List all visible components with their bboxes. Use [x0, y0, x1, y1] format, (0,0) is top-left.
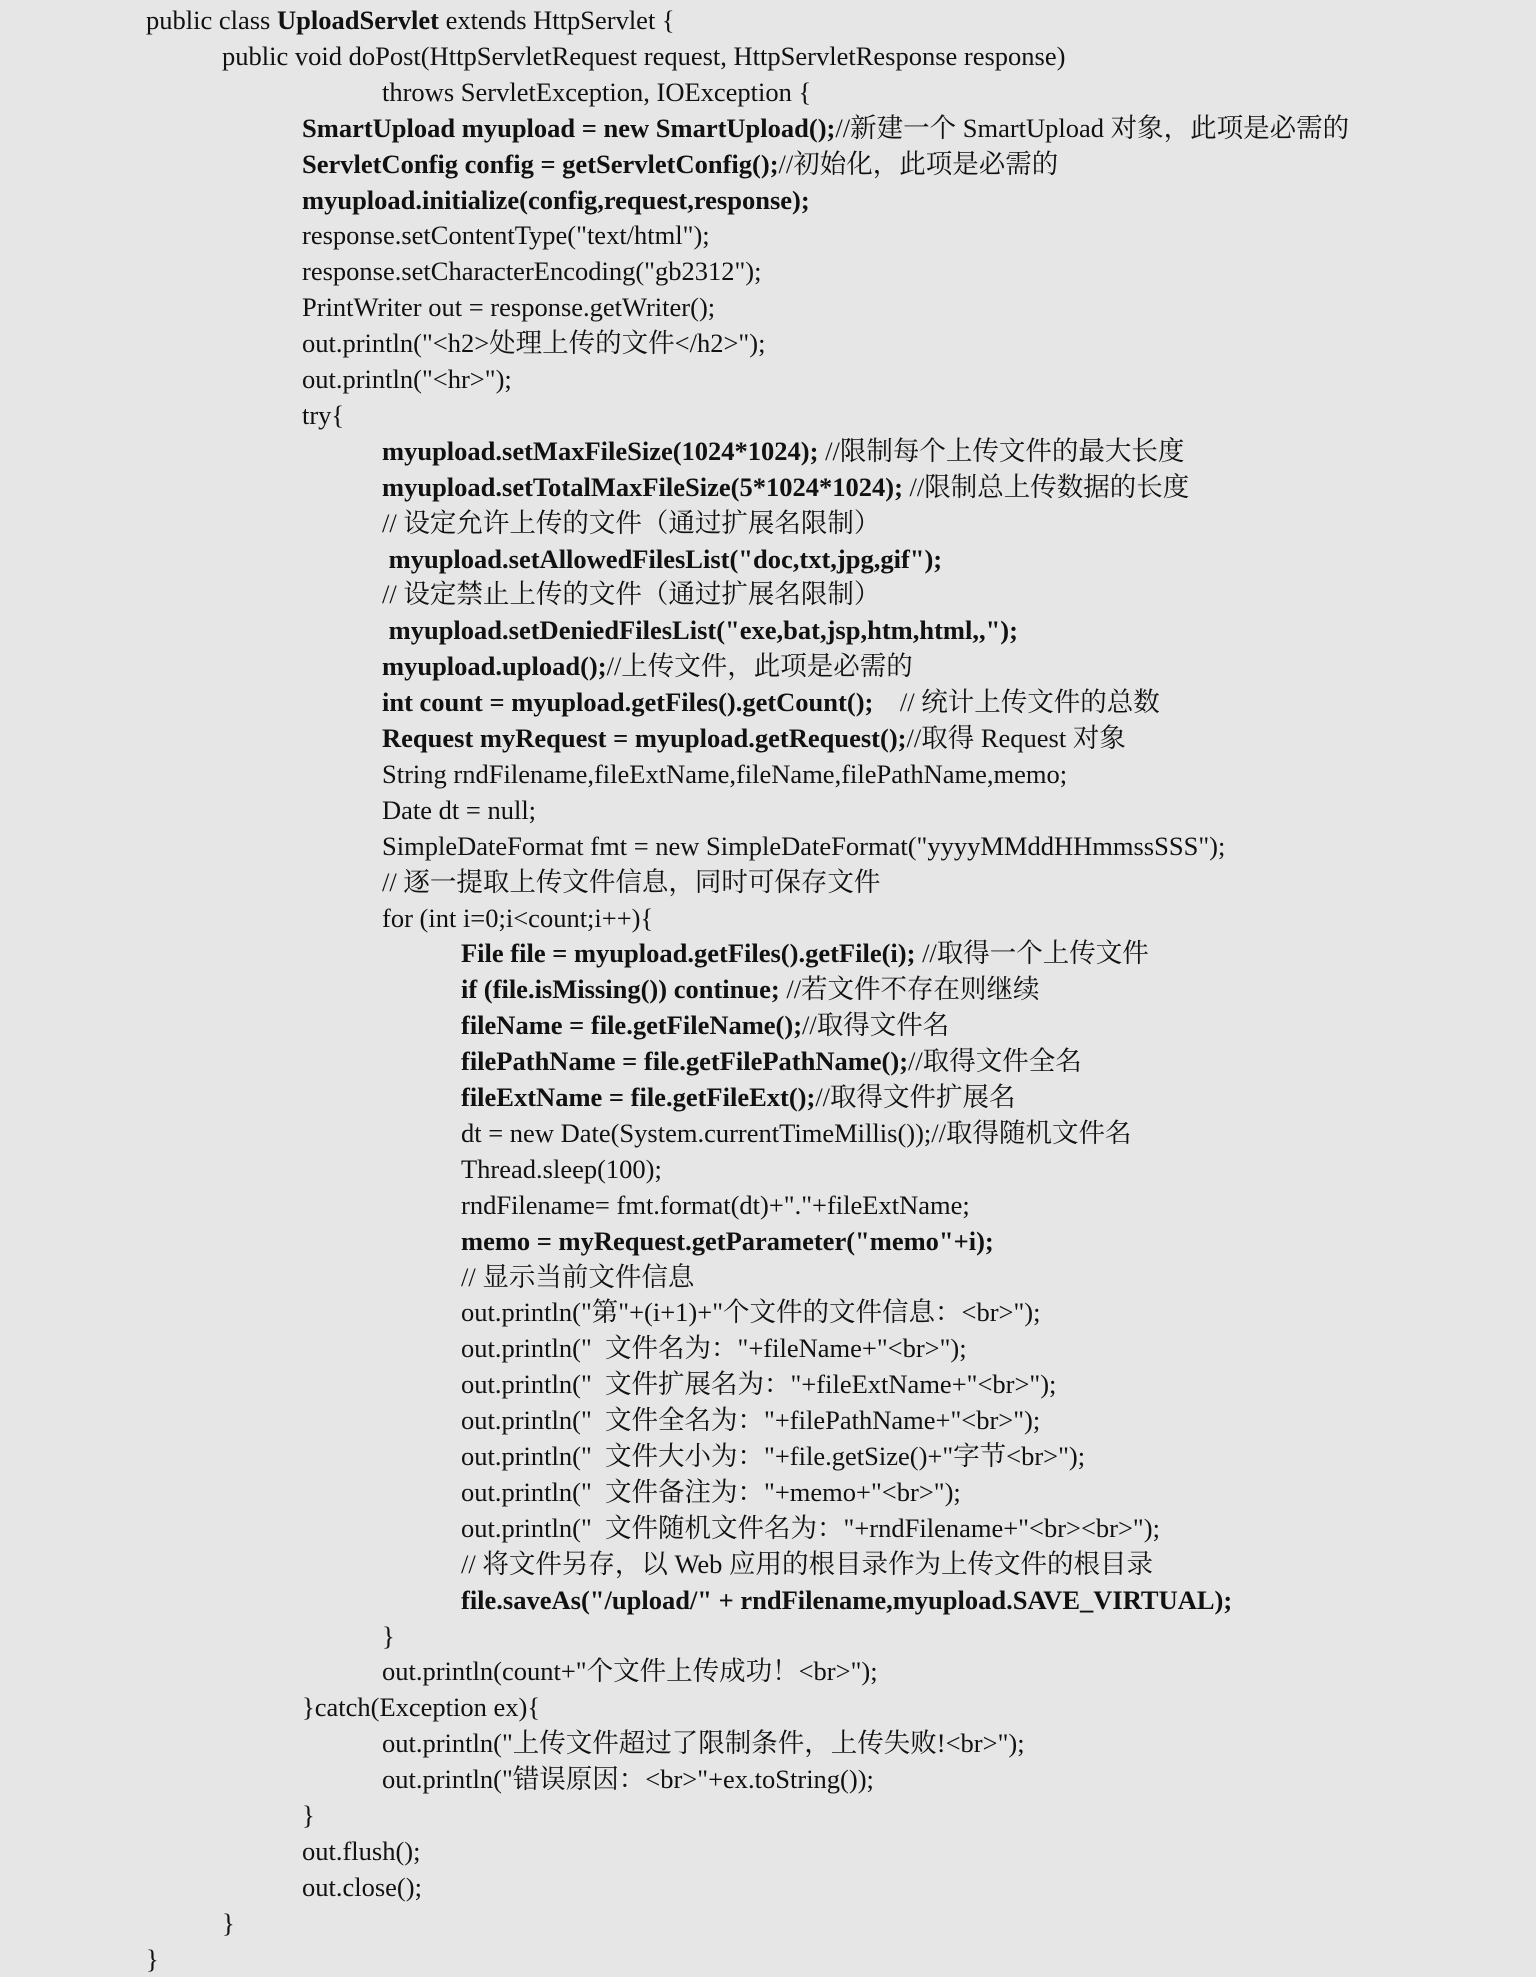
code-line [461, 1366, 1056, 1402]
code-line [461, 1582, 1232, 1618]
code-line [302, 1689, 540, 1725]
code-line [382, 469, 1189, 505]
code-bold-segment: myupload.initialize(config,request,response); [302, 184, 810, 215]
code-segment: out.println("第"+(i+1)+"个文件的文件信息：<br>"); [461, 1297, 1041, 1328]
code-segment: for (int i=0;i<count;i++){ [382, 902, 654, 933]
code-bold-segment: if (file.isMissing()) continue; [461, 974, 780, 1005]
code-segment: out.println(" 文件名为："+fileName+"<br>"); [461, 1333, 967, 1364]
code-line [302, 361, 512, 397]
code-line [302, 1869, 422, 1905]
code-segment: //取得文件扩展名 [815, 1082, 1016, 1112]
code-segment: //取得文件名 [802, 1010, 950, 1041]
code-line [461, 1115, 1132, 1151]
code-bold-segment: myupload.upload(); [382, 651, 607, 682]
code-segment: PrintWriter out = response.getWriter(); [302, 292, 716, 323]
code-line [222, 38, 1065, 74]
code-segment: } [302, 1800, 315, 1830]
code-line [461, 1151, 662, 1187]
code-segment: public class [146, 5, 277, 35]
code-bold-segment: myupload.setTotalMaxFileSize(5*1024*1024); [382, 471, 903, 502]
code-segment: out.println(" 文件备注为："+memo+"<br>"); [461, 1476, 961, 1507]
code-line [382, 1761, 874, 1797]
code-line [461, 1294, 1041, 1330]
code-line [302, 253, 761, 289]
code-segment: out.println(" 文件大小为："+file.getSize()+"字节<br>"); [461, 1441, 1086, 1471]
code-segment: // 将文件另存，以 Web 应用的根目录作为上传文件的根目录 [461, 1548, 1154, 1579]
code-segment: }catch(Exception ex){ [302, 1692, 541, 1723]
code-bold-segment: SmartUpload myupload = new SmartUpload(); [302, 112, 836, 143]
code-bold-segment: Request myRequest = myupload.getRequest(); [382, 723, 907, 753]
code-line [302, 289, 715, 325]
code-line [382, 720, 1126, 756]
code-line [382, 74, 811, 110]
code-line [461, 1474, 961, 1510]
code-segment: //取得一个上传文件 [915, 938, 1149, 969]
code-bold-segment: myupload.setMaxFileSize(1024*1024); [382, 435, 819, 466]
code-line [302, 217, 710, 253]
code-line [382, 1618, 395, 1654]
code-line [302, 1797, 315, 1833]
code-line [146, 2, 675, 38]
code-line [146, 1941, 159, 1977]
code-line [382, 1653, 878, 1689]
code-segment: // 设定允许上传的文件（通过扩展名限制） [382, 507, 881, 538]
code-line [382, 864, 880, 900]
code-bold-segment: myupload.setAllowedFilesList("doc,txt,jpg,gif"); [382, 543, 943, 574]
code-segment: //取得文件全名 [908, 1046, 1082, 1077]
code-segment: throws ServletException, IOException { [382, 76, 812, 107]
code-line [382, 648, 913, 684]
code-segment: String rndFilename,fileExtName,fileName,filePathName,memo; [382, 758, 1068, 789]
code-segment: // 逐一提取上传文件信息，同时可保存文件 [382, 866, 881, 897]
code-segment: try{ [302, 399, 345, 430]
code-line [302, 110, 1349, 146]
code-segment: //若文件不存在则继续 [779, 974, 1040, 1005]
code-segment: //限制每个上传文件的最大长度 [818, 435, 1185, 466]
code-bold-segment: fileExtName = file.getFileExt(); [461, 1082, 816, 1112]
code-segment: //限制总上传数据的长度 [902, 471, 1190, 502]
code-bold-segment: filePathName = file.getFilePathName(); [461, 1046, 909, 1077]
code-line [461, 935, 1149, 971]
code-segment: // 统计上传文件的总数 [873, 687, 1160, 718]
code-segment: //新建一个 SmartUpload 对象，此项是必需的 [835, 112, 1350, 143]
code-segment: SimpleDateFormat fmt = new SimpleDateFormat("yyyyMMddHHmmssSSS"); [382, 830, 1226, 861]
code-segment: public void doPost(HttpServletRequest request, HttpServletResponse response) [222, 40, 1066, 71]
code-line [382, 756, 1067, 792]
code-segment: out.println(" 文件随机文件名为："+rndFilename+"<br><br>"); [461, 1512, 1160, 1543]
code-segment: out.println("<h2>处理上传的文件</h2>"); [302, 328, 766, 359]
code-segment: rndFilename= fmt.format(dt)+"."+fileExtName; [461, 1189, 970, 1220]
code-line [302, 397, 344, 433]
code-segment: // 显示当前文件信息 [461, 1261, 695, 1292]
code-line [461, 1402, 1040, 1438]
code-segment: } [222, 1907, 235, 1938]
code-line [461, 1079, 1016, 1115]
code-segment: out.println("<hr>"); [302, 364, 512, 394]
code-line [461, 1330, 967, 1366]
code-line [382, 1725, 1025, 1761]
code-bold-segment: ServletConfig config = getServletConfig(); [302, 148, 779, 179]
code-bold-segment: myupload.setDeniedFilesList("exe,bat,jsp,htm,html,,"); [382, 615, 1018, 646]
code-bold-segment: fileName = file.getFileName(); [461, 1010, 803, 1041]
code-segment: response.setCharacterEncoding("gb2312"); [302, 256, 762, 287]
code-line [222, 1905, 235, 1941]
code-segment: out.println(" 文件全名为："+filePathName+"<br>"); [461, 1405, 1041, 1436]
code-line [302, 1833, 421, 1869]
code-line [382, 792, 536, 828]
code-line [382, 505, 880, 541]
code-line [382, 612, 1018, 648]
code-line [382, 828, 1225, 864]
code-bold-segment: UploadServlet [277, 5, 439, 35]
code-segment: out.flush(); [302, 1835, 421, 1866]
code-segment: Date dt = null; [382, 794, 537, 825]
code-segment: out.println(count+"个文件上传成功！<br>"); [382, 1656, 878, 1687]
code-bold-segment: int count = myupload.getFiles().getCount(); [382, 687, 874, 718]
code-segment: out.close(); [302, 1871, 422, 1902]
code-line [382, 900, 653, 936]
code-line [461, 1510, 1160, 1546]
code-segment: out.println("上传文件超过了限制条件，上传失败!<br>"); [382, 1728, 1025, 1759]
code-line [461, 1438, 1085, 1474]
code-segment: // 设定禁止上传的文件（通过扩展名限制） [382, 579, 881, 610]
code-bold-segment: file.saveAs("/upload/" + rndFilename,myupload.SAVE_VIRTUAL); [461, 1584, 1233, 1615]
code-line [461, 1007, 949, 1043]
code-line [302, 182, 810, 218]
code-segment: //取得 Request 对象 [906, 723, 1126, 753]
code-line [461, 1259, 694, 1295]
code-segment: //初始化，此项是必需的 [778, 148, 1059, 179]
code-segment: //上传文件，此项是必需的 [606, 651, 913, 682]
code-segment: Thread.sleep(100); [461, 1153, 662, 1184]
code-segment: response.setContentType("text/html"); [302, 220, 710, 251]
code-bold-segment: File file = myupload.getFiles().getFile(i); [461, 938, 916, 969]
code-bold-segment: memo = myRequest.getParameter("memo"+i); [461, 1225, 994, 1256]
code-segment: out.println("错误原因：<br>"+ex.toString()); [382, 1764, 874, 1795]
code-line [461, 1223, 994, 1259]
code-line [382, 684, 1160, 720]
code-line [382, 433, 1184, 469]
code-segment: extends HttpServlet { [438, 5, 675, 35]
code-line [461, 1187, 970, 1223]
code-line [461, 971, 1040, 1007]
code-segment: } [146, 1943, 159, 1974]
code-line [302, 325, 765, 361]
code-line [461, 1043, 1082, 1079]
code-line [382, 576, 880, 612]
code-line [461, 1546, 1153, 1582]
code-segment: dt = new Date(System.currentTimeMillis());//取得随机文件名 [461, 1117, 1132, 1148]
code-segment: out.println(" 文件扩展名为："+fileExtName+"<br>"); [461, 1369, 1057, 1400]
code-line [382, 541, 942, 577]
code-line [302, 146, 1058, 182]
code-segment: } [382, 1620, 395, 1651]
